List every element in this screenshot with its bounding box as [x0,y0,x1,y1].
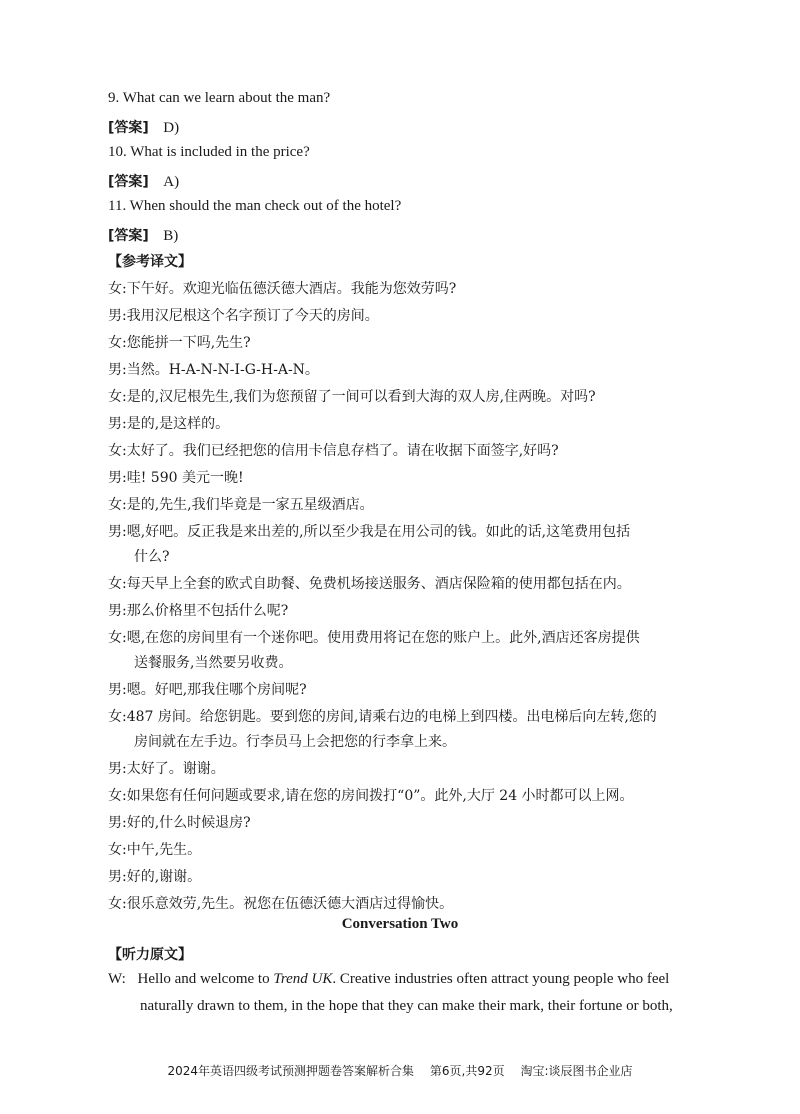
dialogue-line: 男:嗯,好吧。反正我是来出差的,所以至少我是在用公司的钱。如此的话,这笔费用包括 [108,524,631,540]
answer-label: [答案] [108,174,149,190]
dialogue-line: 女:是的,先生,我们毕竟是一家五星级酒店。 [108,497,374,513]
dialogue-line: 女:下午好。欢迎光临伍德沃德大酒店。我能为您效劳吗? [108,281,457,297]
footer-shop: 淘宝:谈辰图书企业店 [520,1064,633,1078]
page-footer [0,1062,800,1079]
answer-value: D) [163,120,180,136]
answer-10 [108,171,179,191]
dialogue-line: 男:嗯。好吧,那我住哪个房间呢? [108,682,307,698]
answer-label: [答案] [108,120,149,136]
answer-value: B) [163,228,179,244]
dialogue-line: 女:嗯,在您的房间里有一个迷你吧。使用费用将记在您的账户上。此外,酒店还客房提供 [108,630,640,646]
answer-11 [108,225,178,245]
dialogue-line: 女:每天早上全套的欧式自助餐、免费机场接送服务、酒店保险箱的使用都包括在内。 [108,576,631,592]
dialogue-line-continuation: 房间就在左手边。行李员马上会把您的行李拿上来。 [134,734,456,750]
translation-heading: 【参考译文】 [108,254,192,270]
dialogue-line: 女:是的,汉尼根先生,我们为您预留了一间可以看到大海的双人房,住两晚。对吗? [108,389,596,405]
answer-value: A) [163,174,180,190]
speaker-label: W: [108,971,126,987]
magazine-title: Trend UK [273,971,333,987]
question-9: 9. What can we learn about the man? [108,90,331,106]
footer-page-number: 第6页,共92页 [429,1064,505,1078]
original-text: Hello and welcome to [137,971,274,987]
dialogue-line: 男:那么价格里不包括什么呢? [108,603,289,619]
original-line-continuation: naturally drawn to them, in the hope that they can make their mark, their fortune or both, [140,998,673,1014]
dialogue-line: 男:我用汉尼根这个名字预订了今天的房间。 [108,308,379,324]
dialogue-line: 男:当然。H-A-N-N-I-G-H-A-N。 [108,362,319,378]
footer-title: 2024年英语四级考试预测押题卷答案解析合集 [167,1064,415,1078]
dialogue-line: 女:487 房间。给您钥匙。要到您的房间,请乘右边的电梯上到四楼。出电梯后向左转,您的 [108,709,657,725]
dialogue-line: 女:中午,先生。 [108,842,202,858]
dialogue-line: 女:您能拼一下吗,先生? [108,335,251,351]
original-text: . Creative industries often attract young people who feel [332,971,670,987]
dialogue-line-continuation: 什么? [134,549,170,565]
dialogue-line: 男:好的,谢谢。 [108,869,202,885]
original-heading: 【听力原文】 [108,947,192,963]
conversation-title: Conversation Two [341,916,459,932]
question-10: 10. What is included in the price? [108,144,310,160]
dialogue-line: 男:好的,什么时候退房? [108,815,251,831]
dialogue-line: 男:哇! 590 美元一晚! [108,470,244,486]
dialogue-line: 女:太好了。我们已经把您的信用卡信息存档了。请在收据下面签字,好吗? [108,443,559,459]
dialogue-line: 男:是的,是这样的。 [108,416,230,432]
dialogue-line: 女:如果您有任何问题或要求,请在您的房间拨打“0”。此外,大厅 24 小时都可以上网。 [108,788,634,804]
answer-9 [108,117,179,137]
original-line [108,971,669,988]
question-11: 11. When should the man check out of the hotel? [108,198,402,214]
dialogue-line: 女:很乐意效劳,先生。祝您在伍德沃德大酒店过得愉快。 [108,896,454,912]
dialogue-line: 男:太好了。谢谢。 [108,761,225,777]
answer-label: [答案] [108,228,149,244]
dialogue-line-continuation: 送餐服务,当然要另收费。 [134,655,293,671]
